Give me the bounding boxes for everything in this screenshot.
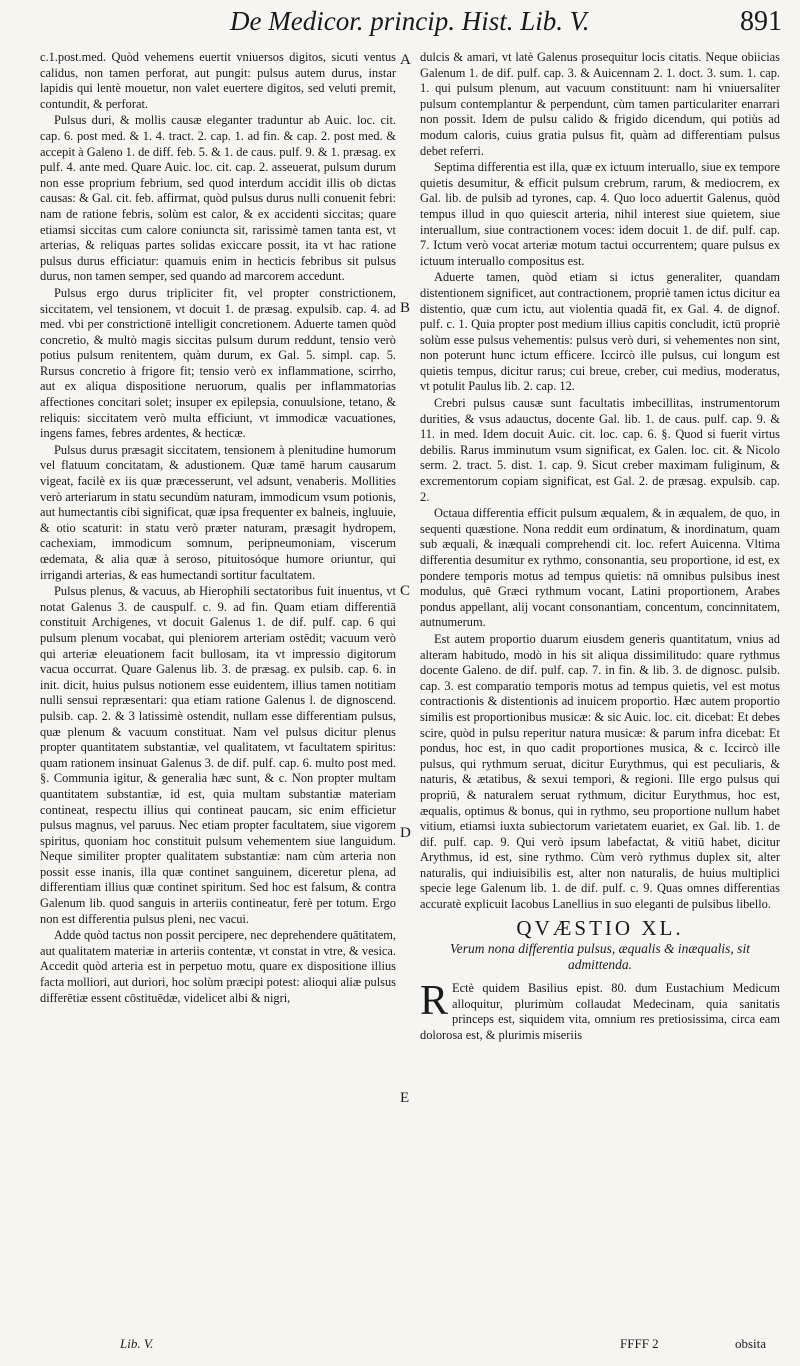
paragraph: Pulsus ergo durus tripliciter fit, vel propter constrictionem, siccitatem, vel tensionem, vt docuit 1. de præsag. expulsib. cap. 4. ad med. vbi per constrictionē intelligit concretionem. Aduerte tamen quòd concretio, & multò magis siccitas pulsum durum reddunt, tensio verò potius pulsum renitentem, quàm durum, ex Gal. 5. simpl. cap. 5. Rursus concretio à frigore fit; tensio verò ex inflammatione, scirrho, aut ex aliqua dispositione neruorum, qualis per inflammatorias affectiones concitari solet; insuper ex epilepsia, conuulsione, tetano, & reliquis: siccitatem verò multa efficiunt, vt immodicæ vacuationes, ingens fames, febres ardentes, & hecticæ.	[40, 285, 396, 441]
paragraph: Adde quòd tactus non possit percipere, nec deprehendere quātitatem, aut qualitatem materiæ in arteriis contentæ, vt constat in vtre, & vesica. Accedit quòd arteria est in perpetuo motu, quare ex dispositione illius facta molliori, aut duriori, hoc solùm præcipi potest: alioqui aliæ pulsus differētiæ essent cōstituēdæ, videlicet albi & nigri,	[40, 928, 396, 1005]
paragraph: Octaua differentia efficit pulsum æqualem, & in æqualem, de quo, in sequenti quæstione. Nona reddit eum ordinatum, & inordinatum, quam sub æquali, & inæquali comprehendi cit. loc. refert Auicenna. Vltima differentia desumitur ex rythmo, consonantia, seu proportione, id est, ex pondere temporis motus ad tempus quietis: nā omnibus pulsibus inest modulus, quē Græci rythmum vocant, Latini proportionem, Arabes pondus appellant, alij vocant consonantiam, concentum, concinnitatem, autnumerum.	[420, 506, 780, 630]
drop-cap-initial: R	[420, 978, 449, 1025]
paragraph: Crebri pulsus causæ sunt facultatis imbecillitas, instrumentorum durities, & vsus adauctus, docente Gal. lib. 1. de caus. pulf. cap. 9. & 11. in med. Idem docuit Auic. cit. loc. cap. 6. §. Quod si fuerit virtus debilis. Rarus imminutum vsum significat, ex Galen. loc. cit. & Nicolo serm. 2. tract. 5. dist. 1. cap. 9. Sicut creber maximam fuliginum, & excrementorum copiam significat, est Gal. 2. de præsag. expulsib. cap. 2.	[420, 396, 780, 504]
question-first-paragraph	[420, 978, 780, 1043]
catchword-left: Lib. V.	[120, 1336, 154, 1351]
question-heading: QVÆSTIO XL.	[516, 915, 684, 940]
question-first-paragraph-text: Ectè quidem Basilius epist. 80. dum Eustachium Medicum alloquitur, plurimùm collaudat Medecinam, quia sanitatis princeps est, siquidem vita, omnium res pretiosissima, circa eam dolorosa est, & plurimis miseriis	[420, 981, 780, 1043]
margin-letter-a: A	[400, 52, 411, 68]
paragraph: dulcis & amari, vt latè Galenus prosequitur locis citatis. Neque obiicias Galenum 1. de dif. pulf. cap. 3. & Auicennam 2. 1. doct. 3. sum. 1. cap. 1. qui pulsum plenum, aut vacuum constituunt: nam hi vniuersaliter pulsum contemplantur & perpendunt, cùm tamen particulariter enarrari non possit. Idem de pulsu calido & frigido dicendum, qui potiùs ad modum caloris, cuius gratia pulsus fit, quàm ad differentiam pulsus debet referri.	[420, 50, 780, 158]
paragraph: Pulsus durus præsagit siccitatem, tensionem à plenitudine humorum vel flatuum concitatam, & adustionem. Quæ tamē harum causarum vigeat, facilè ex iis quæ præcesserunt, vel adsunt, venaberis. Mollities verò arteriarum in statu secundùm naturam, immodicum vsum potionis, aut humectantis cibi significat, quæ ipsa frequenter ex balneis, ingluuie, & otio scaturit: in statu verò præter naturam, præsagit hydropem, cachexiam, immodicum somnum, peripneumoniam, viscerum œdemata, & alia quæ à seroso, pituitosóque humore oriuntur, qui irrigandi arterias, & eas humectandi sortitur facultatem.	[40, 442, 396, 582]
page-header	[0, 6, 800, 46]
page-number: 891	[740, 6, 782, 37]
paragraph: Pulsus plenus, & vacuus, ab Hierophili sectatoribus fuit inuentus, vt notat Galenus 3. de causpulf. c. 9. ad fin. Quam etiam differentiā constituit Archigenes, vt docuit Galenus 1. de dif. pulf. cap. 6 qui pulsum plenum vocabat, qui pleniorem arteriam ostēdit; vacuum verò qui arteriæ eleuationem facit bullosam, ita vt impressio digitorum vacua occurrat. Quare Galenus lib. 3. de præsag. ex pulsib. cap. 6. in init. dicit, huius pulsus notionem esse euidentem, illius tamen notitiam nulli sensui repræsentari: qua etiam ratione Galenus l. de dignoscend. pulsib. cap. 2. & 3 latissimè ostendit, nullam esse differentiam pulsus, quæ plenum & vacuum constituat. Nam vel pulsus dicitur plenus propter quantitatem substantiæ, vel qualitatem, vt facultatem spiritus: quam rationem insinuat Galenus 3. de dif. pulf. cap. 6. multo post med. §. Communia igitur, & generalia hæc sunt, & c. Non propter multam quantitatem substantiæ, id est, quia multam substantiæ materiam contineat, respectu illius qui contineat paucam, sic enim efficietur pulsus magnus, vel paruus. Nec etiam propter facultatem, siue vigorem spiritus, quoniam hoc constituit pulsum vehementem siue languidum. Neque similiter propter qualitatem substantiæ: nam cùm arteria non possit esse inanis, illa quæ continet sanguinem, diceretur plena, ad differentiam illius quæ continet spiritum. Sed hoc est falsum, & contra Galenum lib. quod sanguis in arteriis contineatur, ferè per totum. Ergo non est differentia pulsus pleni, nec vacui.	[40, 584, 396, 926]
paragraph: Est autem proportio duarum eiusdem generis quantitatum, vnius ad alteram habitudo, modò in his sit aliqua dissimilitudo: quare rythmus docente Galeno. de dif. pulf. cap. 7. in fin. & lib. 3. de dignosc. pulsib. cap. 3. est comparatio temporis motus ad tempus quietis, vel est motus contractionis & distentionis ad inuicem proportio. Hæc autem proportio similis est proportionibus musicæ: & sic Auic. loc. cit. dicebat: Et debes scire, quòd in pulsu reperitur natura musicæ: & parum infra dicebat: Et pondus, hoc est, in quo cadit proportiones musica, & c. Iccircò ille pulsus, qui rythmum seruat, dicitur Eurythmus, qui est peculiaris, & naturis, & ætatibus, & sexui tempori, & regioni. Ille ergo pulsus qui propriū, & naturalem seruat rythmum, dicitur Eurythmus, hoc est, æqualis, optimus & bonus, qui in rythmo, seu proportione nullum habet vitium, etiamsi iuxta subiectorum varietatem euariet, ex Gal. lib. 1. de dif. pulf. cap. 9. Qui verò ipsum labefactat, & vitiū habet, dicitur Arythmus, id est, sine rythmo. Cùm verò rythmus duplex sit, alter naturalis, qui indiuisibilis est, alter non naturalis, de huius multiplici specie lege Galenum lib. 1. de dif. pulf. c. 9. Quas omnes differentias accuratè explicuit Iacobus Lanellius in suo eleganti de pulsibus libello.	[420, 631, 780, 912]
paragraph: Pulsus duri, & mollis causæ eleganter traduntur ab Auic. loc. cit. cap. 6. post med. & 1. 4. tract. 2. cap. 1. ad fin. & cap. 2. post med. & accepit à Galeno 1. de diff. feb. 5. & 1. de caus. pulf. 9. & 1. præsag. ex pulf. 4. ante med. Quare Auic. loc. cit. cap. 2. asseuerat, pulsum durum non esse proprium febrium, sed quod interdum accidit illis ob dictas causas: & Gal. cit. feb. affirmat, quòd pulsus durus nulli conuenit febri: nam de ratione febris, solùm est calor, & ex accidenti siccitas; quare etiamsi siccitas cum calore coniuncta sit, rarissimè tamen tanta est, vt arterias, & reliquas partes solidas exiccare possit, ita vt hac ratione pulsus durus efficiatur: quamuis enim in hecticis febribus sit pulsus durus, non tamen semper, sed quando ad marcorem accedunt.	[40, 113, 396, 284]
margin-letter-b: B	[400, 300, 411, 316]
right-column	[420, 50, 780, 1044]
catchword-right: obsita	[735, 1336, 767, 1351]
paragraph: c.1.post.med. Quòd vehemens euertit vniuersos digitos, sicuti ventus calidus, non tamen perforat, aut pungit: pulsus autem durus, instar lapidis qui lentè mouetur, non valet euertere digitos, sed veluti premit, contundit, & perforat.	[40, 50, 396, 111]
margin-letter-d: D	[400, 825, 411, 841]
margin-letter-e: E	[400, 1090, 410, 1106]
question-subtitle: Verum nona differentia pulsus, æqualis & inæqualis, sit admittenda.	[450, 941, 750, 973]
paragraph: Septima differentia est illa, quæ ex ictuum interuallo, siue ex tempore quietis desumitur, & efficit pulsum crebrum, rarum, & mediocrem, ex Gal. lib. de pulsib ad tyrones, cap. 4. Quo loco aduertit Galenus, quòd tempus illud in quo quiescit arteria, nihil interest siue quietem, siue interuallum, siue contractionem voces: idem docuit 1. de dif. pulf. cap. 7. Ictum verò vocat arteriæ motum tactui occurrentem; quare pulsus ex ictuum interuallo compositus est.	[420, 160, 780, 268]
left-column	[40, 50, 396, 1006]
margin-letter-c: C	[400, 583, 411, 599]
signature-mark: FFFF 2	[620, 1336, 659, 1351]
running-title: De Medicor. princip. Hist. Lib. V.	[230, 6, 590, 36]
paragraph: Aduerte tamen, quòd etiam si ictus generaliter, quandam distentionem significet, aut contractionem, propriè tamen ictus dicitur ea distentio, quæ cum ictu, aut violentia quadā fit, ex Gal. 4. de dignof. pulf. c. 1. Quia propter post medium illius capitis concludit, ictū propriè solùm esse pulsus vehementis: pulsus verò duri, si vehementes non sint, non poterunt hunc ictum efficere. Iccircò ille pulsus, cui longum est quietis tempus, dicitur rarus; cui breue, creber, cui medius, moderatus, vt potulit Paulus lib. 2. cap. 12.	[420, 270, 780, 394]
